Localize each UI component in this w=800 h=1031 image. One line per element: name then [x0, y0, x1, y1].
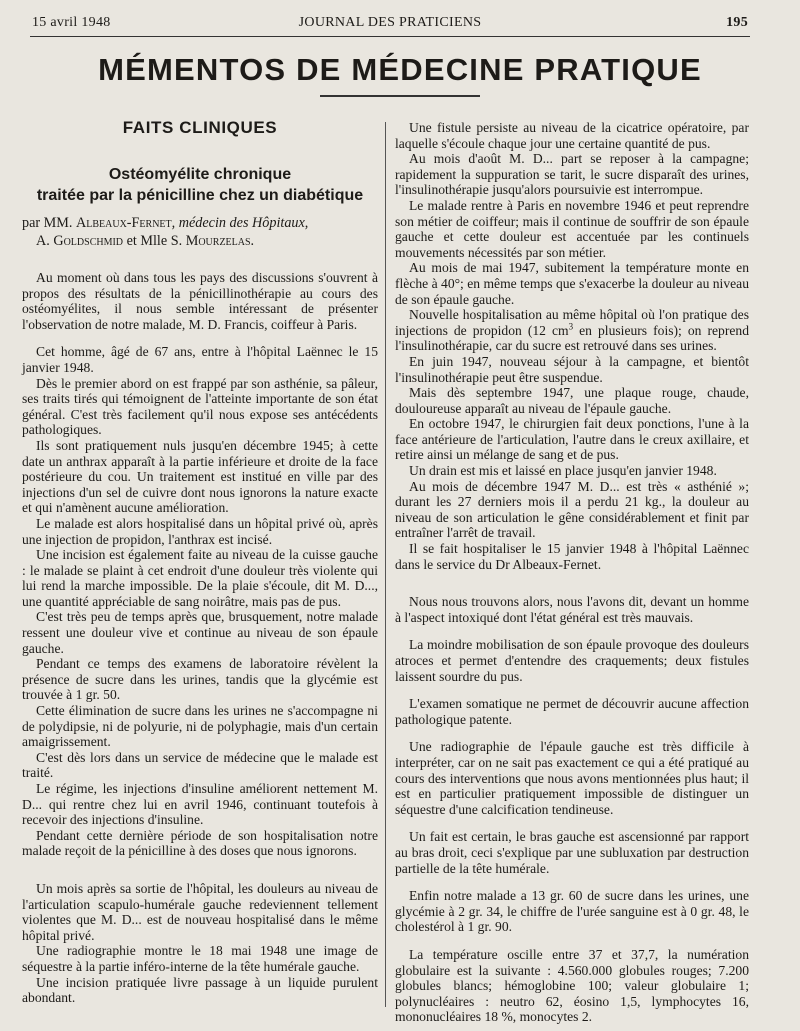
section-heading: FAITS CLINIQUES: [122, 118, 278, 137]
left-paragraph: Le malade est alors hospitalisé dans un hôpital privé où, après une injection de propidon, l'anthrax est incisé.: [22, 515, 378, 547]
right-paragraph: Enfin notre malade a 13 gr. 60 de sucre dans les urines, une glycémie à 2 gr. 34, le chiffre de l'urée sanguine est à 0 gr. 48, le cholestérol à 1 gr. 90.: [395, 888, 749, 935]
propidon-continued: fois); on reprend l'insulinothérapie, car du sucre est retrouvé dans ses urines.: [395, 322, 749, 354]
page-number: 195: [726, 15, 748, 30]
right-paragraph: En juin 1947, nouveau séjour à la campagne, et bientôt l'insulinothérapie peut être suspendue.: [395, 353, 749, 385]
superscript: 3: [568, 321, 574, 332]
article-title-line1: Ostéomyélite chronique: [108, 166, 292, 183]
byline-line2: [22, 233, 254, 249]
propidon-tail: en plusieurs: [573, 322, 648, 338]
right-paragraph: Au mois de décembre 1947 M. D... est très « asthénié »; durant les 27 derniers mois il a perdu 21 kg., la douleur au niveau de son articulation le gêne considérablement et finit par entraîner l'arrêt de travail.: [395, 478, 749, 541]
right-paragraph: Un drain est mis et laissé en place jusqu'en janvier 1948.: [409, 463, 717, 479]
right-paragraph: La moindre mobilisation de son épaule provoque des douleurs atroces et permet d'entendre des craquements; deux fistules laissent sourdre du pus.: [395, 637, 749, 684]
left-paragraph: Cette élimination de sucre dans les urines ne s'accompagne ni de polydipsie, ni de polyurie, ni de polyphagie, mais d'un certain amaigrissement.: [22, 703, 378, 750]
column-divider: [385, 122, 386, 1007]
left-paragraph: Une incision est également faite au niveau de la cuisse gauche : le malade se plaint à cet endroit d'une douleur très violente qui lui rend la marche impossible. De la plaie s'écoule, dit M. D..., une quantité appréciable de sang noirâtre, mais pas de pus.: [22, 547, 378, 609]
left-paragraph: Cet homme, âgé de 67 ans, entre à l'hôpital Laënnec le 15 janvier 1948.: [22, 344, 378, 375]
left-paragraph: C'est très peu de temps après que, brusquement, notre malade ressent une douleur vive et continue au niveau de son épaule gauche.: [22, 609, 378, 656]
main-title: MÉMENTOS DE MÉDECINE PRATIQUE: [98, 52, 702, 87]
title-rule: [320, 95, 480, 97]
author-1-role: , médecin des Hôpitaux,: [171, 215, 309, 231]
left-paragraph: Pendant ce temps des examens de laboratoire révèlent la présence de sucre dans les urines, tandis que la glycémie est trouvée à 1 gr. 50.: [22, 656, 378, 703]
propidon-text: Nouvelle hospitalisation au même hôpital où l'on pratique des injections de propidon (12 cm: [395, 307, 749, 338]
right-paragraph: Au mois de mai 1947, subitement la température monte en flèche à 40°; en même temps que s'exacerbe la douleur au niveau de son épaule gauche.: [395, 260, 749, 307]
right-paragraph: Il se fait hospitaliser le 15 janvier 1948 à l'hôpital Laënnec dans le service du Dr Albeaux-Fernet.: [395, 541, 749, 572]
running-header: [32, 12, 748, 34]
author-1: Albeaux-Fernet: [76, 215, 172, 231]
right-paragraph: Un fait est certain, le bras gauche est ascensionné par rapport au bras droit, ceci s'explique par une subluxation par destruction partielle de la tête humérale.: [395, 829, 749, 876]
right-paragraph: Au mois d'août M. D... part se reposer à la campagne; rapidement la suppuration se tarit, le sucre disparaît des urines, l'insulinothérapie jusqu'alors poursuivie est interrompue.: [395, 151, 749, 198]
left-paragraph: Au moment où dans tous les pays des discussions s'ouvrent à propos des résultats de la pénicillinothérapie au cours des ostéomyélites, il nous semble intéressant de présenter l'observation de notre malade, M. D. Francis, coiffeur à Paris.: [22, 270, 378, 332]
left-paragraph: Dès le premier abord on est frappé par son asthénie, sa pâleur, ses traits tirés qui témoignent de l'atteinte importante de son état général. C'est très facilement qu'il nous expose ses antécédents pathologiques.: [22, 375, 378, 438]
author-2: A. Goldschmid: [36, 233, 124, 249]
article-title: [22, 164, 378, 206]
byline-and: et Mlle: [123, 233, 171, 249]
right-paragraph: L'examen somatique ne permet de découvrir aucune affection pathologique patente.: [395, 696, 749, 727]
right-paragraph: Une fistule persiste au niveau de la cicatrice opératoire, par laquelle s'écoule chaque jour une certaine quantité de pus.: [395, 120, 749, 151]
author-3: S. Mourzelas.: [170, 233, 255, 249]
header-rule: [30, 36, 750, 37]
right-paragraph: En octobre 1947, le chirurgien fait deux ponctions, l'une à la face antérieure de l'articulation, l'autre dans le creux axillaire, et retire ainsi un mélange de sang et de pus.: [395, 416, 749, 463]
left-paragraph: Une incision pratiquée livre passage à un liquide purulent abondant.: [22, 974, 378, 1006]
left-paragraph: Le régime, les injections d'insuline améliorent nettement M. D... qui rentre chez lui en avril 1946, continuant toutefois à recevoir des injections d'insuline.: [22, 781, 378, 828]
right-paragraph: Mais dès septembre 1947, une plaque rouge, chaude, douloureuse apparaît au niveau de l'épaule gauche.: [395, 385, 749, 416]
right-column: [395, 120, 749, 1025]
right-paragraph: Nous nous trouvons alors, nous l'avons dit, devant un homme à l'aspect intoxiqué dont l'état général est très mauvais.: [395, 594, 749, 625]
journal-name: JOURNAL DES PRATICIENS: [298, 15, 482, 30]
byline: [22, 214, 378, 250]
left-paragraph: Un mois après sa sortie de l'hôpital, les douleurs au niveau de l'articulation scapulo-humérale gauche redeviennent tellement violentes que M. D... est de nouveau hospitalisé dans le même hôpital privé.: [22, 880, 378, 943]
left-column: [22, 118, 378, 1006]
right-paragraph: La température oscille entre 37 et 37,7, la numération globulaire est la suivante : 4.560.000 globules rouges; 7.200 globules blancs; hémoglobine 100; valeur globulaire 1; polynucléaires : neutro 62, éosino 1,5, lymphocytes 16, mononucléaires 18 %, monocytes 2.: [395, 946, 749, 1025]
right-paragraph-propidon: [395, 307, 749, 354]
left-paragraph: C'est dès lors dans un service de médecine que le malade est traité.: [22, 749, 378, 781]
right-paragraph: Le malade rentre à Paris en novembre 1946 et peut reprendre son métier de coiffeur; mais il continue de souffrir de son épaule gauche et cette douleur est accentuée par les continuels mouvements nécessités par son métier.: [395, 197, 749, 260]
left-paragraph: Ils sont pratiquement nuls jusqu'en décembre 1945; à cette date un anthrax apparaît à la partie inférieure et droite de la face postérieure du cou. Un traitement est institué en ville par des injections d'un sel de cuivre dont nous ignorons la nature exacte et qui n'amènent aucune amélioration.: [22, 437, 378, 516]
left-paragraph: Une radiographie montre le 18 mai 1948 une image de séquestre à la partie inféro-interne de la tête humérale gauche.: [22, 943, 378, 974]
article-title-line2: traitée par la pénicilline chez un diabétique: [36, 187, 364, 204]
byline-prefix: par MM.: [22, 215, 73, 231]
right-paragraph: Une radiographie de l'épaule gauche est très difficile à interpréter, car on ne sait pas exactement ce qui a été pratiqué au cours des interventions que nous avons mentionnées plus haut; il est en particulier pratiquement impossible de distinguer un séquestre d'une calcification tendineuse.: [395, 739, 749, 817]
issue-date: 15 avril 1948: [32, 15, 111, 30]
left-paragraph: Pendant cette dernière période de son hospitalisation notre malade reçoit de la pénicilline à des doses que nous ignorons.: [22, 827, 378, 859]
